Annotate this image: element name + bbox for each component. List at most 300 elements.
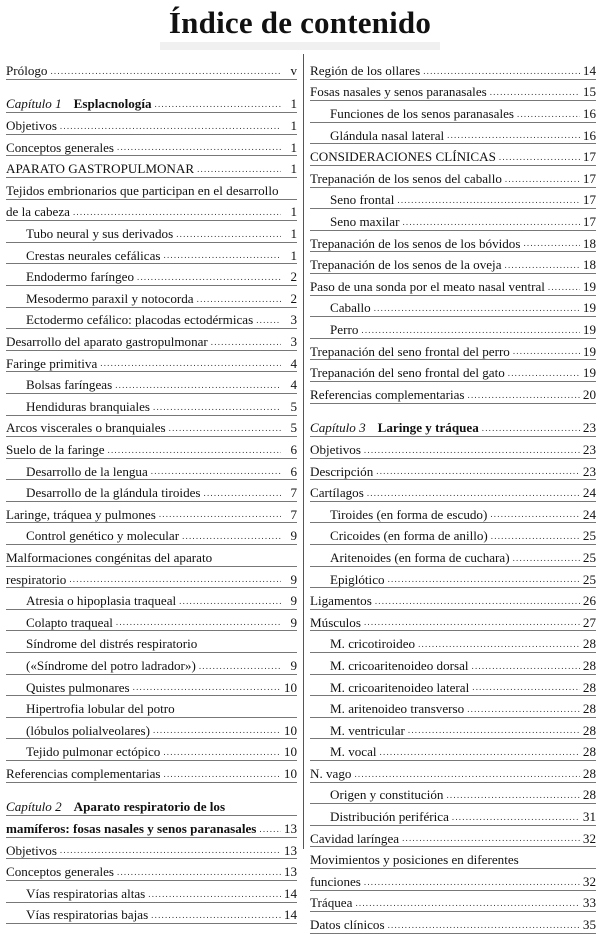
toc-column-left — [6, 58, 297, 924]
leader-dots — [408, 726, 580, 735]
chapter-heading-text — [6, 96, 152, 112]
page-number: 9 — [290, 614, 297, 630]
toc-entry[interactable] — [6, 523, 297, 544]
entry-title: Funciones de los senos paranasales — [330, 106, 514, 122]
entry-title: Seno frontal — [330, 192, 395, 208]
page-number: 28 — [582, 722, 596, 738]
page-number: 2 — [290, 290, 297, 306]
page-number: 23 — [582, 420, 596, 436]
leader-dots — [505, 175, 580, 184]
entry-title: Objetivos — [6, 842, 57, 858]
leader-dots — [60, 122, 281, 131]
entry-title: Fosas nasales y senos paranasales — [310, 84, 487, 100]
page-number: 16 — [582, 127, 596, 143]
toc-entry[interactable] — [6, 653, 297, 674]
toc-entry[interactable] — [310, 317, 596, 338]
page-number: 6 — [290, 441, 297, 457]
leader-dots — [169, 424, 281, 433]
leader-dots — [468, 391, 580, 400]
entry-title: Tubo neural y sus derivados — [26, 226, 174, 242]
leader-dots — [73, 208, 281, 217]
toc-entry[interactable] — [310, 502, 596, 523]
page-number: 1 — [290, 204, 297, 220]
toc-entry[interactable] — [6, 156, 297, 177]
leader-dots — [115, 381, 281, 390]
leader-dots — [116, 618, 281, 627]
leader-dots — [548, 283, 580, 292]
page-number: 5 — [290, 398, 297, 414]
leader-dots — [513, 554, 580, 563]
entry-title: Ligamentos — [310, 593, 372, 609]
toc-entry[interactable] — [6, 881, 297, 902]
leader-dots — [513, 347, 580, 356]
leader-dots — [482, 424, 580, 433]
toc-entry[interactable] — [310, 296, 596, 317]
page-number: 24 — [582, 485, 596, 501]
chapter-title: Esplacnología — [73, 96, 152, 112]
leader-dots — [472, 683, 580, 692]
toc-entry[interactable] — [6, 816, 297, 837]
entry-title: Caballo — [330, 300, 371, 316]
entry-title: respiratorio — [6, 571, 67, 587]
toc-entry[interactable] — [6, 631, 297, 652]
page-number: 10 — [283, 722, 297, 738]
toc-entry[interactable] — [6, 372, 297, 393]
entry-title: Paso de una sonda por el meato nasal ventral — [310, 278, 545, 294]
leader-dots — [523, 239, 580, 248]
leader-dots — [376, 467, 580, 476]
page-number: 19 — [582, 322, 596, 338]
leader-dots — [100, 359, 281, 368]
page-number: 24 — [582, 506, 596, 522]
leader-dots — [472, 662, 580, 671]
entry-title: Movimientos y posiciones en diferentes — [310, 852, 519, 868]
leader-dots — [155, 100, 281, 109]
toc-entry[interactable] — [6, 459, 297, 480]
page-number: 19 — [582, 343, 596, 359]
leader-dots — [355, 899, 580, 908]
leader-dots — [133, 683, 281, 692]
page-number: 5 — [290, 420, 297, 436]
entry-title: Hipertrofia lobular del potro — [26, 701, 175, 717]
page-number: 28 — [582, 744, 596, 760]
leader-dots — [137, 273, 281, 282]
entry-title: Referencias complementarias — [6, 765, 161, 781]
toc-entry[interactable] — [310, 826, 596, 847]
leader-dots — [375, 597, 580, 606]
leader-dots — [211, 338, 281, 347]
toc-entry[interactable] — [6, 221, 297, 242]
page-number: 10 — [283, 679, 297, 695]
chapter-heading-text — [310, 420, 479, 436]
page-number: 9 — [290, 528, 297, 544]
leader-dots — [256, 316, 281, 325]
page-number: 14 — [283, 907, 297, 923]
entry-title: Conceptos generales — [6, 139, 114, 155]
toc-entry[interactable] — [310, 123, 596, 144]
toc-entry[interactable] — [6, 675, 297, 696]
toc-entry[interactable] — [6, 351, 297, 372]
toc-entry[interactable] — [6, 567, 297, 588]
page-number: 17 — [582, 149, 596, 165]
toc-entry[interactable] — [310, 891, 596, 912]
entry-title: Trepanación del seno frontal del gato — [310, 365, 505, 381]
page-number: 19 — [582, 278, 596, 294]
chapter-number: Capítulo 3 — [310, 420, 366, 436]
leader-dots — [159, 510, 281, 519]
page-number: 9 — [290, 593, 297, 609]
entry-title: Faringe primitiva — [6, 355, 98, 371]
page-number: 33 — [582, 895, 596, 911]
entry-title: Tejido pulmonar ectópico — [26, 744, 161, 760]
leader-dots — [447, 131, 580, 140]
entry-title: de la cabeza — [6, 204, 70, 220]
chapter-number: Capítulo 2 — [6, 799, 62, 815]
page-number: 13 — [283, 842, 297, 858]
toc-entry[interactable] — [6, 859, 297, 880]
page-number: 13 — [283, 864, 297, 880]
page-number: 16 — [582, 106, 596, 122]
section-gap — [6, 783, 297, 795]
entry-title: CONSIDERACIONES CLÍNICAS — [310, 149, 496, 165]
toc-entry[interactable] — [310, 869, 596, 890]
leader-dots — [69, 575, 281, 584]
column-divider — [303, 54, 304, 849]
page-number: 13 — [283, 821, 297, 837]
leader-dots — [367, 489, 580, 498]
row-rule — [6, 923, 297, 924]
entry-title: Tráquea — [310, 895, 353, 911]
entry-title: Atresia o hipoplasia traqueal — [26, 593, 177, 609]
leader-dots — [402, 218, 580, 227]
leader-dots — [204, 489, 281, 498]
entry-title: Vías respiratorias altas — [26, 885, 146, 901]
entry-title: Trepanación de los senos de la oveja — [310, 257, 502, 273]
page-number: 28 — [582, 765, 596, 781]
toc-entry[interactable] — [310, 166, 596, 187]
page-number: 19 — [582, 365, 596, 381]
toc-entry[interactable] — [6, 502, 297, 523]
entry-title: Epiglótico — [330, 571, 385, 587]
chapter-heading-text — [6, 799, 297, 815]
entry-title: Ectodermo cefálico: placodas ectodérmicas — [26, 312, 254, 328]
entry-title: APARATO GASTROPULMONAR — [6, 161, 195, 177]
leader-dots — [364, 618, 580, 627]
leader-dots — [153, 403, 281, 412]
toc-entry[interactable] — [6, 588, 297, 609]
entry-title: Aritenoides (en forma de cuchara) — [330, 549, 510, 565]
leader-dots — [197, 165, 281, 174]
page-number: 28 — [582, 787, 596, 803]
page-number: 23 — [582, 441, 596, 457]
leader-dots — [508, 369, 580, 378]
leader-dots — [364, 878, 580, 887]
leader-dots — [517, 110, 580, 119]
toc-entry[interactable] — [310, 718, 596, 739]
leader-dots — [361, 326, 580, 335]
entry-title: Malformaciones congénitas del aparato — [6, 549, 213, 565]
entry-title: Referencias complementarias — [310, 386, 465, 402]
leader-dots — [490, 510, 580, 519]
entry-title: M. cricoaritenoideo dorsal — [330, 657, 469, 673]
toc-entry[interactable] — [310, 739, 596, 760]
entry-title: Desarrollo del aparato gastropulmonar — [6, 334, 208, 350]
page-number: 7 — [290, 506, 297, 522]
toc-entry[interactable] — [310, 847, 596, 868]
leader-dots — [388, 575, 580, 584]
toc-entry[interactable] — [310, 58, 596, 79]
entry-title: Quistes pulmonares — [26, 679, 130, 695]
page-number: 19 — [582, 300, 596, 316]
entry-title: Crestas neurales cefálicas — [26, 247, 161, 263]
entry-title: Cricoides (en forma de anillo) — [330, 528, 488, 544]
toc-entry[interactable] — [6, 178, 297, 199]
page-number: 27 — [582, 614, 596, 630]
entry-title: Origen y constitución — [330, 787, 444, 803]
entry-title: funciones — [310, 873, 361, 889]
leader-dots — [499, 153, 580, 162]
leader-dots — [153, 726, 281, 735]
entry-title: Laringe, tráquea y pulmones — [6, 506, 156, 522]
toc-entry[interactable] — [310, 783, 596, 804]
entry-title: Cavidad laríngea — [310, 830, 400, 846]
toc-entry[interactable] — [6, 838, 297, 859]
entry-title: mamíferos: fosas nasales y senos paranasales — [6, 821, 257, 837]
leader-dots — [418, 640, 580, 649]
chapter-title: Aparato respiratorio de los — [73, 799, 226, 815]
page-number: 4 — [290, 377, 297, 393]
toc-entry[interactable] — [310, 545, 596, 566]
leader-dots — [197, 295, 281, 304]
entry-title: Trepanación de los senos de los bóvidos — [310, 235, 521, 251]
leader-dots — [446, 791, 580, 800]
entry-title: Mesodermo paraxil y notocorda — [26, 290, 194, 306]
page-number: 28 — [582, 679, 596, 695]
leader-dots — [179, 597, 281, 606]
toc-entry[interactable] — [6, 718, 297, 739]
leader-dots — [164, 251, 281, 260]
page-number: 1 — [290, 247, 297, 263]
leader-dots — [108, 446, 281, 455]
entry-title: M. cricoaritenoideo lateral — [330, 679, 470, 695]
toc-entry[interactable] — [6, 416, 297, 437]
toc-entry[interactable] — [6, 200, 297, 221]
toc-entry[interactable] — [310, 696, 596, 717]
page-number: 28 — [582, 636, 596, 652]
page-number: 1 — [290, 161, 297, 177]
toc-entry[interactable] — [310, 523, 596, 544]
toc-entry[interactable] — [310, 912, 596, 933]
entry-title: Vías respiratorias bajas — [26, 907, 149, 923]
entry-title: Trepanación del seno frontal del perro — [310, 343, 510, 359]
page-number: 10 — [283, 765, 297, 781]
entry-title: Seno maxilar — [330, 214, 400, 230]
entry-title: Colapto traqueal — [26, 614, 113, 630]
toc-entry[interactable] — [310, 631, 596, 652]
entry-title: Perro — [330, 322, 359, 338]
toc-entry[interactable] — [310, 339, 596, 360]
leader-dots — [397, 196, 580, 205]
entry-title: Desarrollo de la glándula tiroides — [26, 485, 201, 501]
page-number: 10 — [283, 744, 297, 760]
entry-title: Músculos — [310, 614, 361, 630]
toc-entry[interactable] — [6, 545, 297, 566]
page-number: 1 — [290, 139, 297, 155]
leader-dots — [423, 67, 580, 76]
toc-entry[interactable] — [310, 588, 596, 609]
entry-title: Hendiduras branquiales — [26, 398, 150, 414]
leader-dots — [117, 868, 281, 877]
page-number: 31 — [582, 809, 596, 825]
toc-entry[interactable] — [310, 675, 596, 696]
entry-title: Trepanación de los senos del caballo — [310, 170, 502, 186]
page-title: Índice de contenido — [168, 5, 432, 40]
page-number: 35 — [582, 917, 596, 933]
leader-dots — [199, 662, 281, 671]
leader-dots — [364, 446, 580, 455]
toc-entry[interactable] — [6, 394, 297, 415]
entry-title: M. aritenoideo transverso — [330, 701, 465, 717]
page-number: 32 — [582, 830, 596, 846]
page-number: 6 — [290, 463, 297, 479]
toc-entry[interactable] — [310, 231, 596, 252]
entry-title: M. ventricular — [330, 722, 405, 738]
page-number: 1 — [290, 96, 297, 112]
toc-entry[interactable] — [6, 286, 297, 307]
section-gap — [6, 80, 297, 92]
toc-entry[interactable] — [310, 209, 596, 230]
toc-entry[interactable] — [6, 308, 297, 329]
page-number: 15 — [582, 84, 596, 100]
leader-dots — [491, 532, 580, 541]
entry-title: Glándula nasal lateral — [330, 127, 445, 143]
entry-title: Arcos viscerales o branquiales — [6, 420, 166, 436]
toc-entry[interactable] — [310, 80, 596, 101]
leader-dots — [151, 911, 281, 920]
page-number: 28 — [582, 657, 596, 673]
entry-title: Datos clínicos — [310, 917, 385, 933]
toc-entry[interactable] — [310, 459, 596, 480]
leader-dots — [163, 748, 281, 757]
page-number: 17 — [582, 170, 596, 186]
toc-entry[interactable] — [310, 101, 596, 122]
entry-title: Conceptos generales — [6, 864, 114, 880]
leader-dots — [151, 467, 281, 476]
toc-entry[interactable] — [6, 437, 297, 458]
toc-entry[interactable] — [310, 188, 596, 209]
entry-title: Objetivos — [6, 118, 57, 134]
toc-entry[interactable] — [6, 903, 297, 924]
page-number: 3 — [290, 334, 297, 350]
entry-title: Cartílagos — [310, 485, 364, 501]
entry-title: Objetivos — [310, 441, 361, 457]
leader-dots — [50, 67, 281, 76]
page-number: 18 — [582, 257, 596, 273]
leader-dots — [60, 846, 281, 855]
toc-entry[interactable] — [310, 610, 596, 631]
entry-title: Endodermo faríngeo — [26, 269, 134, 285]
leader-dots — [505, 261, 580, 270]
toc-entry[interactable] — [310, 480, 596, 501]
chapter-title: Laringe y tráquea — [377, 420, 479, 436]
toc-entry[interactable] — [6, 610, 297, 631]
page-number: v — [290, 62, 297, 78]
page-number: 1 — [290, 226, 297, 242]
leader-dots — [388, 921, 580, 930]
entry-title: N. vago — [310, 765, 352, 781]
leader-dots — [402, 834, 580, 843]
toc-entry[interactable] — [310, 761, 596, 782]
toc-column-right — [310, 58, 596, 934]
toc-entry[interactable] — [6, 264, 297, 285]
toc-entry[interactable] — [310, 437, 596, 458]
entry-title: Síndrome del distrés respiratorio — [26, 636, 198, 652]
entry-title: Tiroides (en forma de escudo) — [330, 506, 488, 522]
page-number: 1 — [290, 118, 297, 134]
page-number: 17 — [582, 192, 596, 208]
toc-entry[interactable] — [6, 480, 297, 501]
toc-entry[interactable] — [6, 58, 297, 79]
toc-entry[interactable] — [310, 144, 596, 165]
toc-entry[interactable] — [310, 252, 596, 273]
entry-title: Desarrollo de la lengua — [26, 463, 148, 479]
page-number: 25 — [582, 528, 596, 544]
entry-title: («Síndrome del potro ladrador») — [26, 657, 196, 673]
entry-title: Prólogo — [6, 62, 48, 78]
toc-entry[interactable] — [310, 274, 596, 295]
leader-dots — [490, 88, 580, 97]
toc-entry[interactable] — [6, 739, 297, 760]
page-number: 18 — [582, 235, 596, 251]
toc-entry[interactable] — [6, 696, 297, 717]
entry-title: Bolsas faríngeas — [26, 377, 113, 393]
toc-chapter-heading[interactable] — [6, 795, 297, 816]
toc-entry[interactable] — [310, 804, 596, 825]
toc-entry[interactable] — [310, 567, 596, 588]
page-number: 23 — [582, 463, 596, 479]
entry-title: M. cricotiroideo — [330, 636, 416, 652]
page-number: 26 — [582, 593, 596, 609]
faint-header-mark — [160, 42, 440, 50]
entry-title: Región de los ollares — [310, 62, 421, 78]
toc-entry[interactable] — [6, 761, 297, 782]
toc-entry[interactable] — [6, 113, 297, 134]
toc-entry[interactable] — [310, 360, 596, 381]
leader-dots — [374, 304, 580, 313]
toc-entry[interactable] — [6, 329, 297, 350]
leader-dots — [467, 705, 580, 714]
toc-entry[interactable] — [310, 653, 596, 674]
page-number: 3 — [290, 312, 297, 328]
toc-entry[interactable] — [310, 382, 596, 403]
leader-dots — [452, 813, 580, 822]
leader-dots — [182, 532, 281, 541]
page-number: 25 — [582, 571, 596, 587]
entry-title: Control genético y molecular — [26, 528, 180, 544]
toc-entry[interactable] — [6, 135, 297, 156]
page-number: 32 — [582, 873, 596, 889]
toc-entry[interactable] — [6, 243, 297, 264]
leader-dots — [380, 748, 580, 757]
section-gap — [310, 404, 596, 416]
page-number: 20 — [582, 386, 596, 402]
toc-chapter-heading[interactable] — [310, 416, 596, 437]
leader-dots — [117, 143, 281, 152]
page-number: 9 — [290, 571, 297, 587]
toc-chapter-heading[interactable] — [6, 92, 297, 113]
page-number: 25 — [582, 549, 596, 565]
leader-dots — [259, 825, 281, 834]
